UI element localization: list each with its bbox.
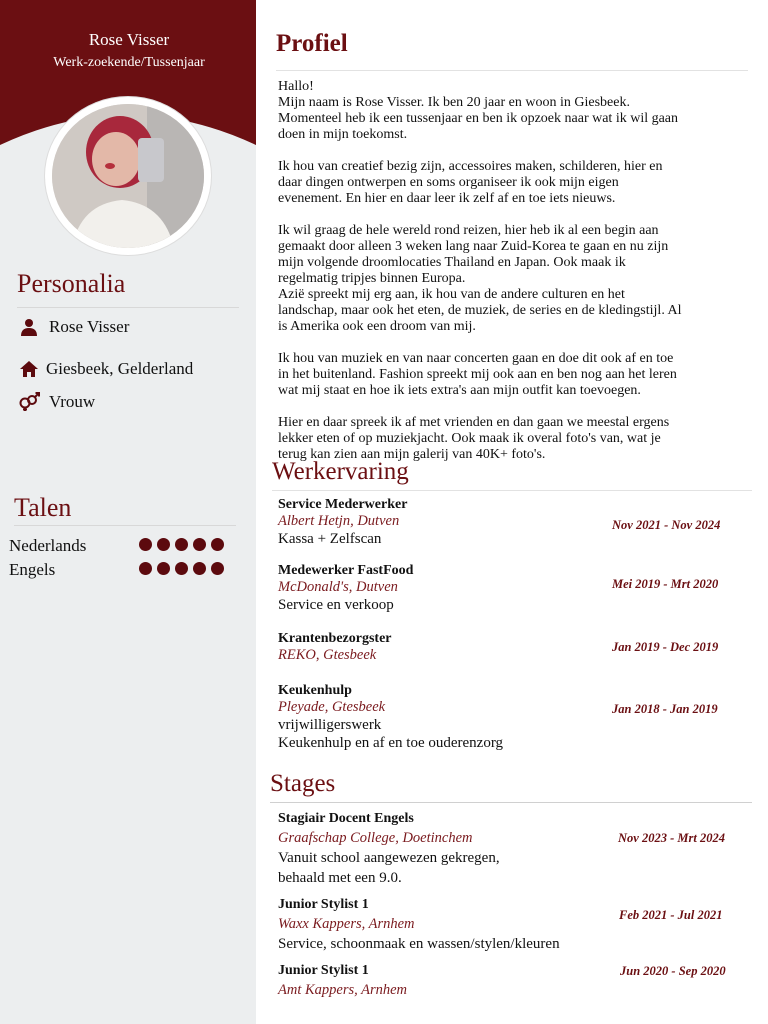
werkervaring-divider xyxy=(272,490,752,491)
stage-date: Nov 2023 - Mrt 2024 xyxy=(618,831,725,845)
avatar xyxy=(45,97,211,255)
personalia-name xyxy=(18,316,129,338)
talen-divider xyxy=(14,525,236,526)
personalia-divider xyxy=(17,307,239,308)
job-title: Krantenbezorgster xyxy=(278,631,392,646)
personalia-location xyxy=(18,358,193,380)
stage-description: behaald met een 9.0. xyxy=(278,870,402,886)
stages-title: Stages xyxy=(270,770,336,797)
language-name: Nederlands xyxy=(9,536,87,555)
level-dot xyxy=(175,562,188,575)
personalia-location-text: Giesbeek, Gelderland xyxy=(46,359,194,378)
profiel-paragraph: Hallo! Mijn naam is Rose Visser. Ik ben 20 jaar en woon in Giesbeek. Momenteel heb ik een tussenjaar en ben ik opzoek naar wat ik wil gaan doen in mijn toekomst. xyxy=(278,79,679,142)
profiel-title: Profiel xyxy=(276,30,348,57)
job-company: REKO, Gtesbeek xyxy=(278,647,377,663)
stage-company: Amt Kappers, Arnhem xyxy=(278,982,408,998)
sidebar xyxy=(0,0,256,1024)
language-level xyxy=(139,538,224,551)
profiel-paragraph: Ik wil graag de hele wereld rond reizen, hier heb ik al een begin aan gemaakt door alleen 3 weken lang naar Zuid-Korea te gaan en nu zijn mijn volgende droomlocaties Thailand en Japan. Ook maak ik regelmatig tripjes binnen Europa. Azië spreekt mij erg aan, ik hou van de andere culturen en het landschap, maar ook het eten, de muziek, de series en de kledingstijl. Al is Amerika ook een droom van mij. xyxy=(278,223,682,334)
personalia-gender xyxy=(18,391,95,413)
stage-title: Junior Stylist 1 xyxy=(278,897,369,912)
level-dot xyxy=(193,562,206,575)
profile-name: Rose Visser xyxy=(88,30,170,49)
stage-company: Waxx Kappers, Arnhem xyxy=(278,916,415,932)
stage-date: Feb 2021 - Jul 2021 xyxy=(619,908,723,922)
job-description: Service en verkoop xyxy=(278,597,394,613)
language-row xyxy=(9,560,234,580)
level-dot xyxy=(157,562,170,575)
job-company: Pleyade, Gtesbeek xyxy=(278,699,386,715)
job-date: Jan 2018 - Jan 2019 xyxy=(612,702,718,716)
profiel-paragraph: Ik hou van creatief bezig zijn, accessoires maken, schilderen, hier en daar dingen ontwerpen en soms organiseer ik ook mijn eigen evenement. En hier en daar leer ik zelf af en toe iets nieuws. xyxy=(278,159,663,206)
level-dot xyxy=(211,538,224,551)
job-description: Keukenhulp en af en toe ouderenzorg xyxy=(278,735,504,751)
language-name: Engels xyxy=(9,560,56,579)
job-title: Keukenhulp xyxy=(278,683,352,698)
level-dot xyxy=(139,538,152,551)
stages-divider xyxy=(270,802,752,803)
home-icon xyxy=(18,358,40,380)
job-date: Mei 2019 - Mrt 2020 xyxy=(612,577,719,591)
language-level xyxy=(139,562,224,575)
stage-entry xyxy=(278,809,738,888)
job-company: McDonald's, Dutven xyxy=(278,579,398,595)
profiel-paragraph: Hier en daar spreek ik af met vrienden en dan gaan we meestal ergens lekker eten of op muziekjacht. Ook maak ik overal foto's van, wat je terug kan zien aan mijn galerij van 40K+ foto's. xyxy=(278,415,670,462)
stage-company: Graafschap College, Doetinchem xyxy=(278,830,473,846)
personalia-title: Personalia xyxy=(17,269,126,298)
level-dot xyxy=(175,538,188,551)
level-dot xyxy=(157,538,170,551)
job-title: Medewerker FastFood xyxy=(278,563,414,578)
stage-title: Stagiair Docent Engels xyxy=(278,811,414,826)
level-dot xyxy=(193,538,206,551)
personalia-name-text: Rose Visser xyxy=(49,317,130,336)
level-dot xyxy=(211,562,224,575)
job-date: Nov 2021 - Nov 2024 xyxy=(612,518,721,532)
stage-title: Junior Stylist 1 xyxy=(278,963,369,978)
stage-date: Jun 2020 - Sep 2020 xyxy=(620,964,726,978)
job-entry xyxy=(278,682,738,752)
profiel-paragraph: Ik hou van muziek en van naar concerten gaan en doe dit ook af en toe in het buitenland. Fashion spreekt mij ook aan en ben nog aan het leren wat mij staat en hoe ik iets extra's aan mijn outfit kan toevoegen. xyxy=(278,351,677,398)
job-date: Jan 2019 - Dec 2019 xyxy=(612,640,719,654)
stage-entry xyxy=(278,895,738,954)
stage-description: Vanuit school aangewezen gekregen, xyxy=(278,850,500,866)
stage-description: Service, schoonmaak en wassen/stylen/kleuren xyxy=(278,936,560,952)
profiel-text xyxy=(278,79,718,479)
job-description: Kassa + Zelfscan xyxy=(278,531,382,547)
avatar-photo xyxy=(52,104,204,248)
profile-subtitle: Werk-zoekende/Tussenjaar xyxy=(53,55,205,70)
personalia-gender-text: Vrouw xyxy=(49,392,96,411)
person-icon xyxy=(18,316,40,338)
job-company: Albert Hetjn, Dutven xyxy=(278,513,400,529)
werkervaring-title: Werkervaring xyxy=(272,458,409,485)
language-row xyxy=(9,536,234,556)
profiel-divider xyxy=(276,70,748,71)
gender-icon xyxy=(18,391,40,413)
job-title: Service Mederwerker xyxy=(278,497,408,512)
level-dot xyxy=(139,562,152,575)
talen-title: Talen xyxy=(14,493,72,522)
job-description: vrijwilligerswerk xyxy=(278,717,382,733)
